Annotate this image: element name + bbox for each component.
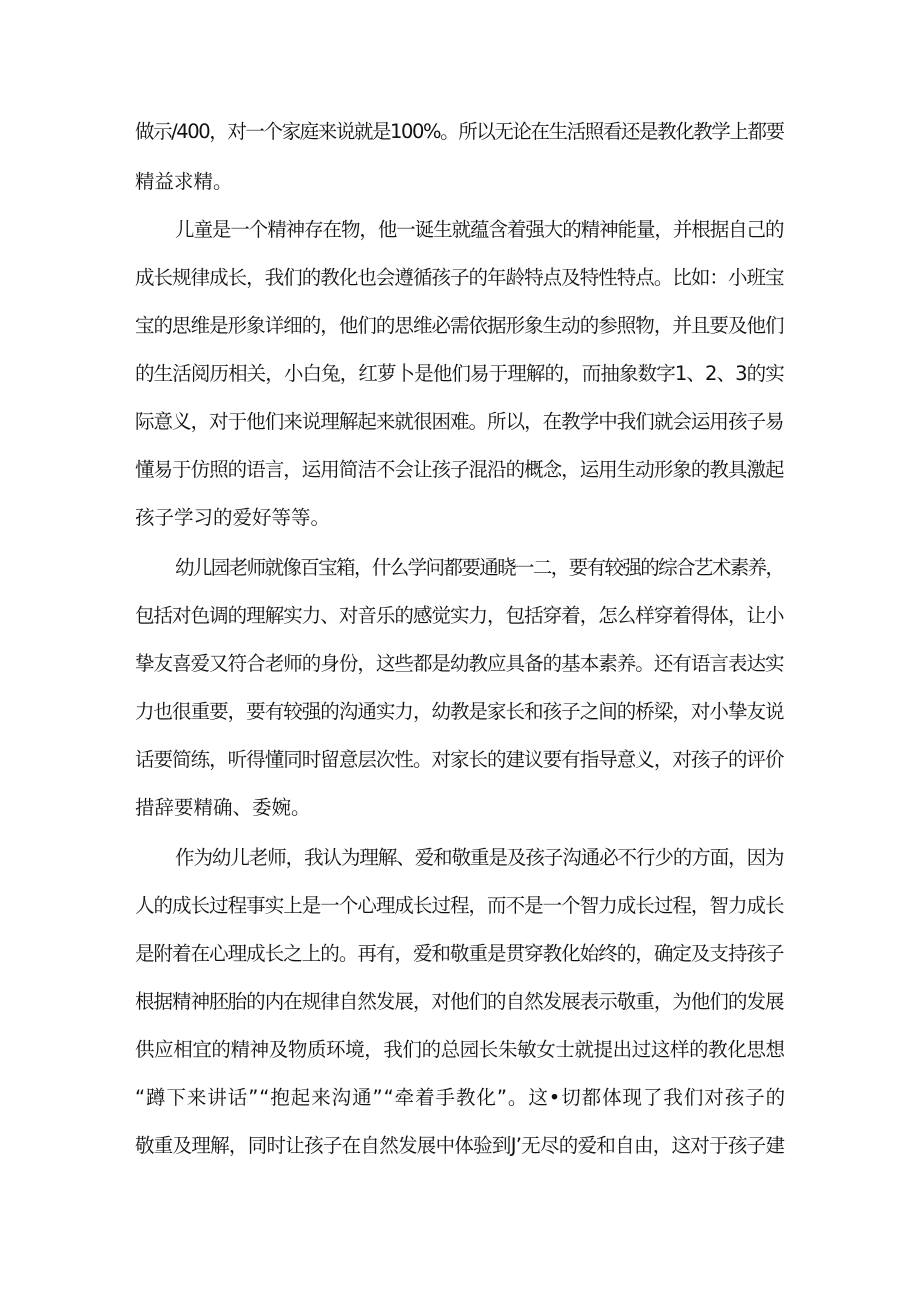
text-line: 儿童是一个精神存在物，他一诞生就蕴含着强大的精神能量，并根据自己的 — [175, 218, 784, 241]
text-line: 幼儿园老师就像百宝箱，什么学问都要通晓一二，要有较强的综合艺术素养， — [175, 556, 784, 579]
text-line: 精益求精。 — [135, 170, 233, 193]
text-line: 的生活阅历相关，小白兔，红萝卜是他们易于理解的，而抽象数字1、2、3的实 — [135, 362, 784, 385]
text-line: 作为幼儿老师，我认为理解、爱和敬重是及孩子沟通必不行少的方面，因为 — [175, 846, 784, 869]
text-line: 宝的思维是形象详细的，他们的思维必需依据形象生动的参照物，并且要及他们 — [135, 314, 784, 337]
text-line: 是附着在心理成长之上的。再有，爱和敬重是贯穿教化始终的，确定及支持孩子 — [135, 942, 784, 965]
text-line: 敬重及理解，同时让孩子在自然发展中体验到J’无尽的爱和自由，这对于孩子建 — [135, 1134, 785, 1157]
text-line: 成长规律成长，我们的教化也会遵循孩子的年龄特点及特性特点。比如：小班宝 — [135, 266, 784, 289]
text-line: 挚友喜爱又符合老师的身份，这些都是幼教应具备的基本素养。还有语言表达实 — [135, 652, 784, 675]
text-line: 包括对色调的理解实力、对音乐的感觉实力，包括穿着，怎么样穿着得体，让小 — [135, 604, 784, 627]
text-line: 力也很重要，要有较强的沟通实力，幼教是家长和孩子之间的桥梁，对小挚友说 — [135, 700, 784, 723]
text-line: 际意义，对于他们来说理解起来就很困难。所以，在教学中我们就会运用孩子易 — [135, 410, 784, 433]
text-line: 人的成长过程事实上是一个心理成长过程，而不是一个智力成长过程，智力成长 — [135, 894, 784, 917]
text-line: 话要简练，听得懂同时留意层次性。对家长的建议要有指导意义，对孩子的评价 — [135, 748, 784, 771]
text-line: 懂易于仿照的语言，运用简洁不会让孩子混沿的概念，运用生动形象的教具激起 — [135, 458, 784, 481]
text-line: 做示/400，对一个家庭来说就是100%。所以无论在生活照看还是教化教学上都要 — [135, 120, 784, 143]
text-line: 根据精神胚胎的内在规律自然发展，对他们的自然发展表示敬重，为他们的发展 — [135, 990, 784, 1013]
text-line: “蹲下来讲话”“抱起来沟通”“牵着手教化”。这•切都体现了我们对孩子的 — [135, 1086, 787, 1109]
text-line: 供应相宜的精神及物质环境，我们的总园长朱敏女士就提出过这样的教化思想 — [135, 1038, 785, 1061]
text-line: 孩子学习的爱好等等。 — [135, 506, 331, 529]
text-line: 措辞要精确、委婉。 — [135, 796, 311, 819]
